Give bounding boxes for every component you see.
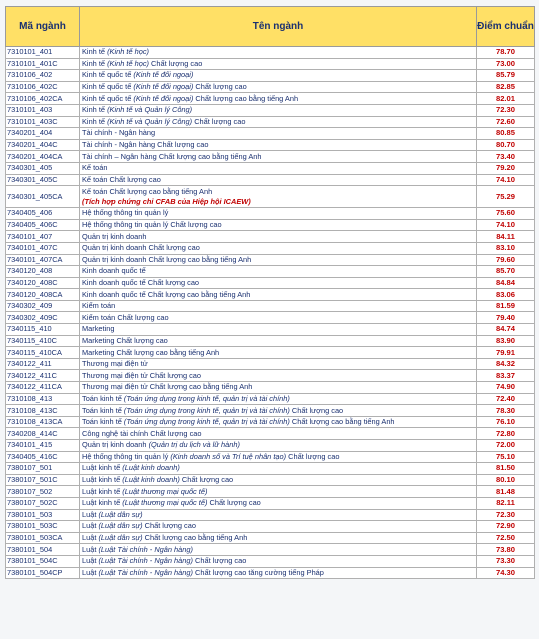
table-row <box>6 474 535 486</box>
cutoff-score: 75.60 <box>477 208 535 220</box>
cutoff-score: 79.91 <box>477 347 535 359</box>
major-name: Kinh tế <box>82 116 106 126</box>
major-specialization: (Luật thương mại quốc tế) <box>122 498 208 508</box>
table-row <box>6 497 535 509</box>
table-row <box>6 254 535 266</box>
cutoff-score: 78.30 <box>477 405 535 417</box>
table-row <box>6 70 535 82</box>
major-name-cell <box>80 70 477 82</box>
table-row <box>6 208 535 220</box>
major-specialization: (Kinh doanh số và Trí tuệ nhân tạo) <box>170 451 287 461</box>
major-name: Luật kinh tế <box>82 463 121 473</box>
major-name: Thương mại điện tử Chất lượng cao bằng tiếng Anh <box>82 382 253 392</box>
table-row <box>6 324 535 336</box>
cutoff-score: 85.79 <box>477 70 535 82</box>
table-row <box>6 451 535 463</box>
cutoff-score: 84.84 <box>477 277 535 289</box>
cutoff-score: 79.20 <box>477 162 535 174</box>
major-name: Luật <box>82 533 97 543</box>
major-code: 7310101_401C <box>6 58 80 70</box>
table-row <box>6 219 535 231</box>
major-code: 7340302_409C <box>6 312 80 324</box>
major-name: Luật <box>82 567 97 577</box>
program-type: Chất lượng cao bằng tiếng Anh <box>291 417 395 427</box>
major-name-cell <box>80 162 477 174</box>
table-row <box>6 532 535 544</box>
major-code: 7340301_405C <box>6 174 80 186</box>
major-code: 7380101_503C <box>6 521 80 533</box>
major-name: Tài chính – Ngân hàng Chất lượng cao bằng tiếng Anh <box>82 151 262 161</box>
major-name: Tài chính - Ngân hàng Chất lượng cao <box>82 140 209 150</box>
major-name: Toán kinh tế <box>82 417 122 427</box>
cutoff-score: 81.50 <box>477 463 535 475</box>
major-name-cell <box>80 544 477 556</box>
major-name: Thương mại điện tử <box>82 359 148 369</box>
major-name: Kinh doanh quốc tế <box>82 266 146 276</box>
major-name: Luật kinh tế <box>82 475 121 485</box>
cutoff-score: 84.11 <box>477 231 535 243</box>
cutoff-score: 73.00 <box>477 58 535 70</box>
major-name: Kiểm toán <box>82 301 116 311</box>
major-name-cell <box>80 532 477 544</box>
major-code: 7310108_413CA <box>6 416 80 428</box>
header-code: Mã ngành <box>6 7 80 47</box>
table-row <box>6 347 535 359</box>
table-row <box>6 555 535 567</box>
major-name: Toán kinh tế <box>82 393 122 403</box>
major-name-cell <box>80 428 477 440</box>
table-row <box>6 186 535 208</box>
major-name: Hệ thống thông tin quản lý <box>82 451 169 461</box>
cutoff-score: 74.30 <box>477 567 535 579</box>
major-code: 7340201_404C <box>6 139 80 151</box>
major-specialization: (Luật dân sự) <box>98 521 143 531</box>
table-row <box>6 370 535 382</box>
cutoff-score: 72.30 <box>477 104 535 116</box>
major-code: 7380101_504 <box>6 544 80 556</box>
cutoff-score: 72.40 <box>477 393 535 405</box>
major-name: Kinh doanh quốc tế Chất lượng cao bằng tiếng Anh <box>82 289 251 299</box>
major-name: Marketing Chất lượng cao bằng tiếng Anh <box>82 347 220 357</box>
major-specialization: (Quản trị du lịch và lữ hành) <box>148 440 240 450</box>
major-code: 7340122_411CA <box>6 382 80 394</box>
admission-scores-table <box>5 6 535 579</box>
major-code: 7340120_408C <box>6 277 80 289</box>
table-row <box>6 509 535 521</box>
table-row <box>6 440 535 452</box>
major-name-cell <box>80 174 477 186</box>
major-name-cell <box>80 81 477 93</box>
program-type: Chất lượng cao <box>195 556 247 566</box>
table-row <box>6 151 535 163</box>
major-specialization: (Luật kinh doanh) <box>122 475 180 485</box>
major-name-cell <box>80 47 477 59</box>
major-name-cell <box>80 139 477 151</box>
major-specialization: (Toán ứng dụng trong kinh tế, quản trị và tài chính) <box>123 417 290 427</box>
major-name-cell <box>80 451 477 463</box>
cutoff-score: 72.30 <box>477 509 535 521</box>
major-name: Luật <box>82 521 97 531</box>
major-name: Kế toán Chất lượng cao bằng tiếng Anh <box>82 186 213 196</box>
program-type: Chất lượng cao <box>194 116 246 126</box>
cutoff-score: 84.74 <box>477 324 535 336</box>
major-name: Kinh tế <box>82 47 106 57</box>
major-name: Kinh tế quốc tế <box>82 70 132 80</box>
major-code: 7340115_410 <box>6 324 80 336</box>
major-name-cell <box>80 474 477 486</box>
major-code: 7380107_501C <box>6 474 80 486</box>
major-specialization: (Luật kinh doanh) <box>122 463 180 473</box>
cutoff-score: 82.01 <box>477 93 535 105</box>
major-name-cell <box>80 440 477 452</box>
major-name: Luật <box>82 544 97 554</box>
major-name: Quản trị kinh doanh Chất lượng cao bằng tiếng Anh <box>82 254 252 264</box>
cutoff-score: 74.10 <box>477 174 535 186</box>
table-row <box>6 428 535 440</box>
major-name: Kinh tế quốc tế <box>82 82 132 92</box>
major-name-cell <box>80 186 477 208</box>
table-row <box>6 521 535 533</box>
table-row <box>6 162 535 174</box>
major-name-cell <box>80 335 477 347</box>
major-name: Kiểm toán Chất lượng cao <box>82 312 169 322</box>
major-name-cell <box>80 463 477 475</box>
major-name: Kinh tế <box>82 105 106 115</box>
major-code: 7380101_504C <box>6 555 80 567</box>
major-specialization: (Kinh tế học) <box>107 58 149 68</box>
major-name-cell <box>80 300 477 312</box>
table-row <box>6 174 535 186</box>
major-name-cell <box>80 116 477 128</box>
major-code: 7340208_414C <box>6 428 80 440</box>
major-code: 7310108_413 <box>6 393 80 405</box>
major-code: 7340120_408 <box>6 266 80 278</box>
cutoff-score: 84.32 <box>477 358 535 370</box>
major-name-cell <box>80 254 477 266</box>
table-row <box>6 463 535 475</box>
major-name: Kinh tế <box>82 58 106 68</box>
major-name: Quản trị kinh doanh <box>82 440 147 450</box>
major-name: Hệ thống thông tin quản lý Chất lượng cao <box>82 220 222 230</box>
table-row <box>6 139 535 151</box>
major-name-cell <box>80 416 477 428</box>
table-row <box>6 242 535 254</box>
major-name: Kế toán <box>82 163 108 173</box>
table-row <box>6 393 535 405</box>
major-name-cell <box>80 104 477 116</box>
major-code: 7310108_413C <box>6 405 80 417</box>
major-code: 7340101_407 <box>6 231 80 243</box>
major-name: Quản trị kinh doanh Chất lượng cao <box>82 243 200 253</box>
table-row <box>6 266 535 278</box>
major-code: 7340405_416C <box>6 451 80 463</box>
table-row <box>6 81 535 93</box>
major-code: 7340115_410CA <box>6 347 80 359</box>
cutoff-score: 83.37 <box>477 370 535 382</box>
header-score: Điểm chuẩn <box>477 7 535 47</box>
cutoff-score: 82.85 <box>477 81 535 93</box>
major-name-cell <box>80 128 477 140</box>
major-specialization: (Kinh tế và Quản lý Công) <box>107 105 193 115</box>
major-code: 7340201_404CA <box>6 151 80 163</box>
cutoff-score: 75.29 <box>477 186 535 208</box>
major-name-cell <box>80 266 477 278</box>
major-code: 7380101_503 <box>6 509 80 521</box>
major-name-cell <box>80 219 477 231</box>
major-code: 7340302_409 <box>6 300 80 312</box>
cutoff-score: 82.11 <box>477 497 535 509</box>
program-type: Chất lượng cao tăng cường tiếng Pháp <box>195 567 324 577</box>
cutoff-score: 72.00 <box>477 440 535 452</box>
cutoff-score: 81.59 <box>477 300 535 312</box>
table-row <box>6 104 535 116</box>
major-name-cell <box>80 151 477 163</box>
cutoff-score: 73.80 <box>477 544 535 556</box>
major-code: 7340405_406C <box>6 219 80 231</box>
table-row <box>6 116 535 128</box>
major-name-cell <box>80 382 477 394</box>
cutoff-score: 73.30 <box>477 555 535 567</box>
major-name-cell <box>80 208 477 220</box>
major-specialization: (Kinh tế đối ngoại) <box>133 93 194 103</box>
cutoff-score: 72.80 <box>477 428 535 440</box>
major-specialization: (Luật Tài chính - Ngân hàng) <box>98 544 193 554</box>
major-name: Quản trị kinh doanh <box>82 231 147 241</box>
major-name-cell <box>80 555 477 567</box>
cutoff-score: 74.90 <box>477 382 535 394</box>
major-name-cell <box>80 497 477 509</box>
table-row <box>6 312 535 324</box>
table-row <box>6 58 535 70</box>
table-row <box>6 382 535 394</box>
major-code: 7340115_410C <box>6 335 80 347</box>
major-code: 7310106_402CA <box>6 93 80 105</box>
table-row <box>6 335 535 347</box>
table-row <box>6 486 535 498</box>
major-code: 7340101_415 <box>6 440 80 452</box>
table-row <box>6 277 535 289</box>
major-code: 7310106_402C <box>6 81 80 93</box>
major-specialization: (Toán ứng dụng trong kinh tế, quản trị và tài chính) <box>123 405 290 415</box>
major-code: 7310101_401 <box>6 47 80 59</box>
major-name: Tài chính - Ngân hàng <box>82 128 156 138</box>
major-name: Công nghệ tài chính Chất lượng cao <box>82 428 202 438</box>
major-name-cell <box>80 312 477 324</box>
major-name: Marketing <box>82 324 115 334</box>
major-name-cell <box>80 347 477 359</box>
program-type: Chất lượng cao <box>291 405 344 415</box>
major-code: 7340201_404 <box>6 128 80 140</box>
major-name: Luật <box>82 556 97 566</box>
table-row <box>6 544 535 556</box>
cutoff-score: 83.10 <box>477 242 535 254</box>
major-specialization: (Kinh tế học) <box>107 47 149 57</box>
cutoff-score: 78.70 <box>477 47 535 59</box>
program-type: Chất lượng cao <box>181 475 234 485</box>
header-name: Tên ngành <box>80 7 477 47</box>
major-name: Kinh doanh quốc tế Chất lượng cao <box>82 277 200 287</box>
cutoff-score: 80.10 <box>477 474 535 486</box>
major-name: Luật <box>82 509 97 519</box>
major-code: 7310101_403C <box>6 116 80 128</box>
major-name-cell <box>80 93 477 105</box>
major-specialization: (Toán ứng dụng trong kinh tế, quản trị và tài chính) <box>123 393 290 403</box>
table-row <box>6 289 535 301</box>
table-row <box>6 93 535 105</box>
major-code: 7340122_411 <box>6 358 80 370</box>
major-code: 7340301_405 <box>6 162 80 174</box>
major-name: Kinh tế quốc tế <box>82 93 132 103</box>
table-row <box>6 416 535 428</box>
major-code: 7380107_502C <box>6 497 80 509</box>
table-header-row <box>6 7 535 47</box>
program-note: (Tích hợp chứng chỉ CFAB của Hiệp hội ICAEW) <box>82 196 251 206</box>
major-specialization: (Luật Tài chính - Ngân hàng) <box>98 567 193 577</box>
major-name: Toán kinh tế <box>82 405 122 415</box>
major-code: 7340301_405CA <box>6 186 80 208</box>
major-name-cell <box>80 393 477 405</box>
major-code: 7340120_408CA <box>6 289 80 301</box>
cutoff-score: 81.48 <box>477 486 535 498</box>
major-code: 7340122_411C <box>6 370 80 382</box>
cutoff-score: 75.10 <box>477 451 535 463</box>
major-name: Luật kinh tế <box>82 498 121 508</box>
program-type: Chất lượng cao bằng tiếng Anh <box>195 93 299 103</box>
cutoff-score: 85.70 <box>477 266 535 278</box>
major-code: 7380107_502 <box>6 486 80 498</box>
major-code: 7380107_501 <box>6 463 80 475</box>
major-name: Marketing Chất lượng cao <box>82 335 168 345</box>
major-code: 7340405_406 <box>6 208 80 220</box>
table-row <box>6 405 535 417</box>
cutoff-score: 76.10 <box>477 416 535 428</box>
major-code: 7340101_407C <box>6 242 80 254</box>
table-row <box>6 47 535 59</box>
cutoff-score: 74.10 <box>477 219 535 231</box>
cutoff-score: 72.50 <box>477 532 535 544</box>
major-name-cell <box>80 370 477 382</box>
major-name-cell <box>80 486 477 498</box>
major-name-cell <box>80 324 477 336</box>
major-name: Luật kinh tế <box>82 486 121 496</box>
major-name-cell <box>80 58 477 70</box>
major-code: 7340101_407CA <box>6 254 80 266</box>
major-name-cell <box>80 277 477 289</box>
major-specialization: (Luật dân sự) <box>98 509 143 519</box>
major-specialization: (Kinh tế và Quản lý Công) <box>107 116 193 126</box>
major-specialization: (Luật thương mại quốc tế) <box>122 486 208 496</box>
table-row <box>6 358 535 370</box>
major-name: Kế toán Chất lượng cao <box>82 174 161 184</box>
program-type: Chất lượng cao <box>209 498 261 508</box>
table-row <box>6 300 535 312</box>
major-name: Hệ thống thông tin quản lý <box>82 208 169 218</box>
major-code: 7310106_402 <box>6 70 80 82</box>
major-name-cell <box>80 242 477 254</box>
cutoff-score: 73.40 <box>477 151 535 163</box>
table-row <box>6 128 535 140</box>
major-code: 7380101_503CA <box>6 532 80 544</box>
cutoff-score: 80.85 <box>477 128 535 140</box>
table-body <box>6 47 535 579</box>
table-row <box>6 231 535 243</box>
major-name: Thương mại điện tử Chất lượng cao <box>82 370 202 380</box>
program-type: Chất lượng cao <box>144 521 196 531</box>
major-name-cell <box>80 521 477 533</box>
cutoff-score: 79.40 <box>477 312 535 324</box>
major-name-cell <box>80 231 477 243</box>
cutoff-score: 83.06 <box>477 289 535 301</box>
major-specialization: (Luật dân sự) <box>98 533 143 543</box>
major-name-cell <box>80 405 477 417</box>
major-name-cell <box>80 567 477 579</box>
program-type: Chất lượng cao bằng tiếng Anh <box>144 533 248 543</box>
program-type: Chất lượng cao <box>288 451 340 461</box>
table-row <box>6 567 535 579</box>
program-type: Chất lượng cao <box>151 58 203 68</box>
major-name-cell <box>80 358 477 370</box>
cutoff-score: 72.60 <box>477 116 535 128</box>
major-code: 7380101_504CP <box>6 567 80 579</box>
major-code: 7310101_403 <box>6 104 80 116</box>
cutoff-score: 72.90 <box>477 521 535 533</box>
major-specialization: (Kinh tế đối ngoại) <box>133 82 194 92</box>
major-specialization: (Kinh tế đối ngoại) <box>133 70 194 80</box>
major-specialization: (Luật Tài chính - Ngân hàng) <box>98 556 193 566</box>
cutoff-score: 79.60 <box>477 254 535 266</box>
program-type: Chất lượng cao <box>195 82 247 92</box>
cutoff-score: 83.90 <box>477 335 535 347</box>
major-name-cell <box>80 289 477 301</box>
major-name-cell <box>80 509 477 521</box>
cutoff-score: 80.70 <box>477 139 535 151</box>
